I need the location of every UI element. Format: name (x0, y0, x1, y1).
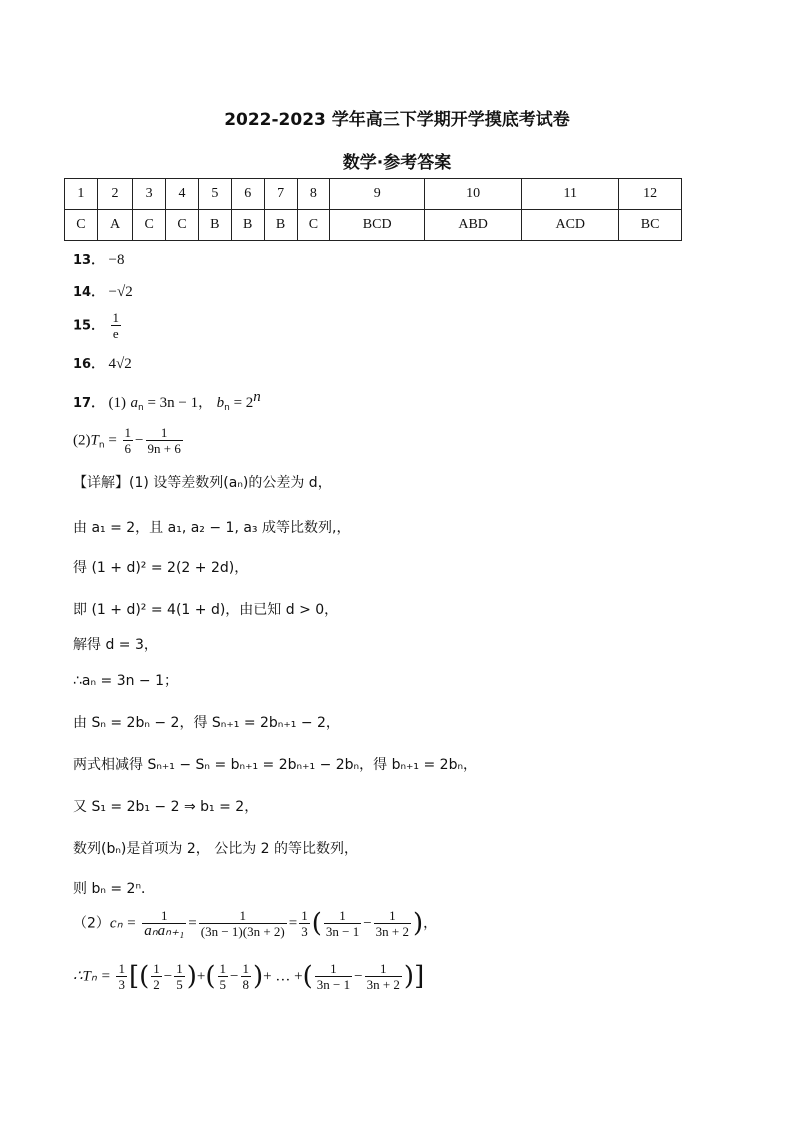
fraction-denominator: aₙaₙ₊₁ (144, 923, 185, 939)
table-cell: 10 (425, 179, 522, 210)
fraction (151, 961, 162, 992)
detail-line-10: 数列(bₙ)是首项为 2， 公比为 2 的等比数列， (73, 841, 359, 857)
answer-13 (73, 249, 125, 269)
detail-line-6: ∴aₙ = 3n − 1； (73, 673, 179, 689)
answer-15 (73, 310, 123, 341)
fraction-numerator: 1 (219, 961, 227, 976)
table-cell: 1 (65, 179, 98, 210)
var-t: T (90, 432, 99, 449)
table-cell: 7 (264, 179, 297, 210)
fraction-numerator: 1 (242, 961, 250, 976)
ellipsis: + … + (263, 968, 303, 985)
table-cell: C (65, 210, 98, 241)
operator: − (230, 968, 239, 985)
fraction-numerator: 1 (124, 425, 132, 440)
fraction (116, 961, 127, 992)
detail-line-2: 由 a₁ = 2，且 a₁, a₂ − 1, a₃ 成等比数列,， (73, 520, 351, 536)
paren-open: ( (311, 908, 322, 939)
fraction (199, 908, 287, 939)
table-cell: C (166, 210, 199, 241)
fraction-denominator: 3n − 1 (325, 924, 360, 939)
fraction (241, 961, 252, 992)
formula: ∴Tₙ = (73, 968, 115, 985)
fraction-denominator: 3 (118, 977, 125, 992)
fraction-numerator: 1 (374, 908, 411, 924)
fraction (299, 908, 310, 939)
fraction (365, 961, 402, 992)
operator: + (196, 968, 206, 985)
table-cell: B (231, 210, 264, 241)
detail-line-8: 两式相减得 Sₙ₊₁ − Sₙ = bₙ₊₁ = 2bₙ₊₁ − 2bₙ，得 bₙ₊₁ = 2bₙ， (73, 757, 478, 773)
paren-close: ) (403, 961, 415, 992)
detail-line-4: 即 (1 + d)² = 4(1 + d)，由已知 d > 0， (73, 602, 339, 618)
fraction-denominator: 3 (301, 924, 308, 939)
table-cell: 4 (166, 179, 199, 210)
fraction-denominator: 5 (219, 977, 227, 992)
answer-17-part1: 17． (1) $a_n = 3n - 1$， $b_n = 2^n$ (73, 389, 261, 413)
table-cell: 8 (297, 179, 330, 210)
fraction-numerator: 1 (365, 961, 402, 977)
fraction (142, 908, 186, 939)
detail-line-5: 解得 d = 3， (73, 637, 158, 653)
fraction-numerator: 1 (301, 908, 308, 923)
fraction-numerator: 1 (176, 961, 183, 976)
fraction (111, 310, 122, 341)
answer-14 (73, 281, 133, 301)
paren-open: ( (205, 961, 216, 992)
answer-table-answer-row (65, 210, 682, 241)
formula: = (104, 432, 121, 449)
separator: ， (198, 395, 213, 411)
question-label: 17． (73, 396, 105, 411)
fraction-numerator: 1 (199, 908, 287, 924)
fraction-denominator: (3n − 1)(3n + 2) (200, 924, 285, 939)
table-cell: ACD (522, 210, 619, 241)
table-cell: ABD (425, 210, 522, 241)
operator: − (354, 968, 363, 985)
table-cell: 12 (619, 179, 682, 210)
fraction (324, 908, 361, 939)
detail-line-11: 则 bₙ = 2ⁿ． (73, 881, 156, 897)
answer-value: −8 (108, 252, 125, 268)
detail-line-3: 得 (1 + d)² = 2(2 + 2d)， (73, 560, 249, 576)
fraction-denominator: 9n + 6 (147, 441, 181, 456)
paren-open: ( (139, 961, 150, 992)
part-label: （2） (73, 915, 110, 932)
table-cell: C (133, 210, 166, 241)
fraction (123, 425, 134, 456)
var-b: b (216, 395, 225, 411)
answer-16 (73, 353, 132, 373)
table-cell: 9 (330, 179, 425, 210)
question-label: 13． (73, 253, 105, 268)
fraction-denominator: 6 (124, 441, 132, 456)
bracket-open: [ (128, 961, 140, 992)
fraction (374, 908, 411, 939)
paren-close: ) (253, 961, 264, 992)
page-subtitle: 数学·参考答案 (342, 153, 452, 173)
fraction (218, 961, 229, 992)
fraction (146, 425, 183, 456)
operator: − (363, 915, 372, 932)
paren-close: ) (186, 961, 197, 992)
operator: = (288, 915, 298, 932)
table-cell: A (97, 210, 132, 241)
question-label: 16． (73, 357, 105, 372)
fraction-denominator: e (112, 326, 119, 341)
detail-line-1: 【详解】(1) 设等差数列(aₙ)的公差为 d， (73, 475, 332, 491)
table-cell: 3 (133, 179, 166, 210)
paren-open: ( (302, 961, 313, 992)
fraction-numerator: 1 (146, 425, 183, 441)
detail-part2-c (73, 908, 437, 939)
table-cell: C (297, 210, 330, 241)
fraction-denominator: 3n − 1 (316, 977, 351, 992)
fraction-numerator: 1 (112, 310, 120, 325)
fraction (315, 961, 352, 992)
operator: − (135, 432, 144, 449)
formula: cₙ = (109, 915, 141, 932)
separator: ， (423, 915, 438, 932)
answer-17-part2: $(2)T_n$ = $\frac{1}{6}$ − $\frac{1}{9n + 6}$ (73, 425, 181, 456)
var-a: a (130, 395, 138, 411)
table-cell: BCD (330, 210, 425, 241)
table-cell: 5 (198, 179, 231, 210)
answer-table (64, 178, 682, 241)
table-cell: B (264, 210, 297, 241)
part-label: (2) (73, 432, 91, 449)
operator: = (188, 915, 197, 932)
question-label: 15． (73, 318, 105, 334)
page-title: 2022-2023 学年高三下学期开学摸底考试卷 (224, 110, 570, 130)
table-cell: 2 (97, 179, 132, 210)
table-cell: BC (619, 210, 682, 241)
table-cell: B (198, 210, 231, 241)
paren-close: ) (413, 908, 424, 939)
fraction-numerator: 1 (315, 961, 352, 977)
bracket-close: ] (414, 961, 425, 992)
fraction-denominator: 8 (242, 977, 250, 992)
table-cell: 6 (231, 179, 264, 210)
answer-value: 4√2 (108, 356, 132, 372)
part-label: (1) (108, 395, 127, 411)
answer-table-header-row (65, 179, 682, 210)
fraction-denominator: 3n + 2 (375, 924, 410, 939)
fraction-denominator: 5 (176, 977, 183, 992)
fraction-numerator: 1 (324, 908, 361, 924)
detail-line-9: 又 S₁ = 2b₁ − 2 ⇒ b₁ = 2， (73, 799, 259, 815)
formula: = 3n − 1 (143, 395, 199, 411)
formula: = 2 (229, 395, 254, 411)
detail-part2-t (73, 961, 424, 992)
question-label: 14． (73, 285, 105, 300)
operator: − (163, 968, 173, 985)
table-cell: 11 (522, 179, 619, 210)
fraction-numerator: 1 (142, 908, 186, 924)
fraction-numerator: 1 (118, 961, 125, 976)
answer-value: −√2 (108, 284, 133, 300)
detail-line-7: 由 Sₙ = 2bₙ − 2，得 Sₙ₊₁ = 2bₙ₊₁ − 2， (73, 715, 340, 731)
fraction-numerator: 1 (153, 961, 160, 976)
fraction (174, 961, 185, 992)
fraction-denominator: 3n + 2 (366, 977, 400, 992)
fraction-denominator: 2 (153, 977, 160, 992)
